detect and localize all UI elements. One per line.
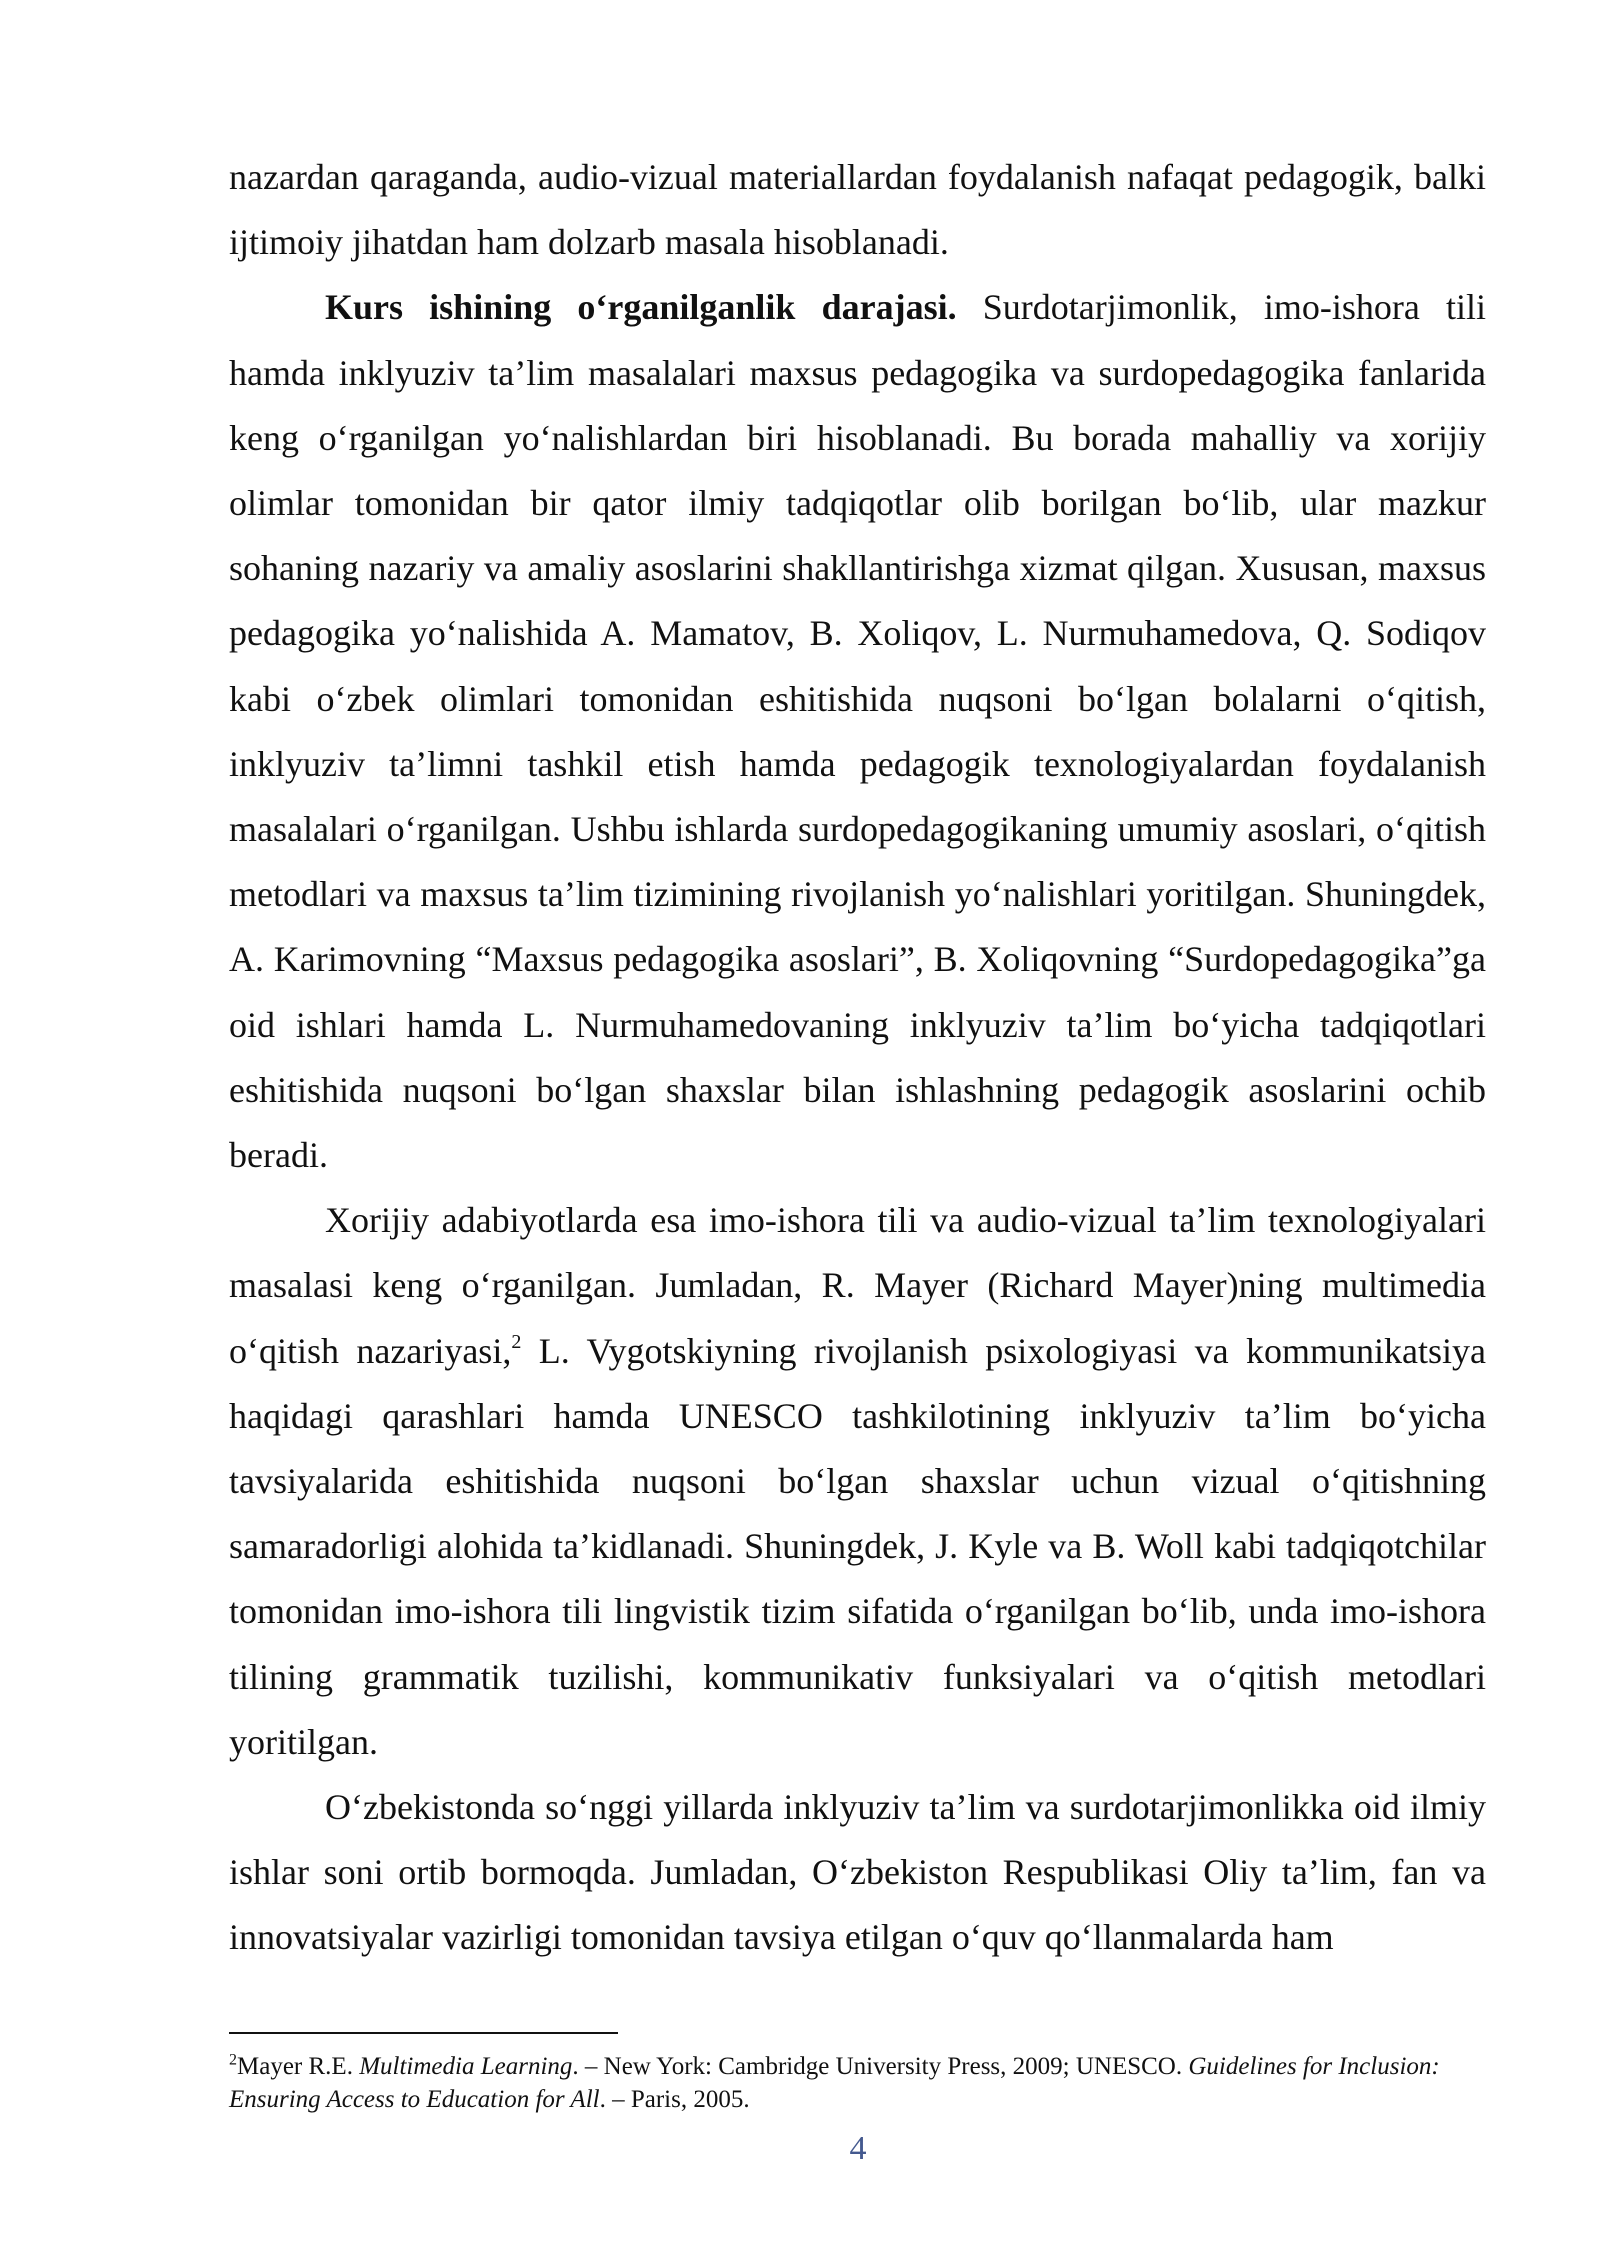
footnote-number: 2 <box>229 2051 237 2069</box>
paragraph-text: Surdotarjimonlik, imo-ishora tili hamda inklyuziv ta’lim masalalari maxsus pedagogika va surdopedagogika fanlarida keng o‘rganilgan yo‘nalishlardan biri hisoblanadi. Bu borada mahalliy va xorijiy olimlar tomonidan bir qator ilmiy tadqiqotlar olib borilgan bo‘lib, ular mazkur sohaning nazariy va amaliy asoslarini shakllantirishga xizmat qilgan. Xususan, maxsus pedagogika yo‘nalishida A. Mamatov, B. Xoliqov, L. Nurmuhamedova, Q. Sodiqov kabi o‘zbek olimlari tomonidan eshitishida nuqsoni bo‘lgan bolalarni o‘qitish, inklyuziv ta’limni tashkil etish hamda pedagogik texnologiyalardan foydalanish masalalari o‘rganilgan. Ushbu ishlarda surdopedagogikaning umumiy asoslari, o‘qitish metodlari va maxsus ta’lim tizimining rivojlanish yo‘nalishlari yoritilgan. Shuningdek, A. Karimovning “Maxsus pedagogika asoslari”, B. Xoliqovning “Surdopedagogika”ga oid ishlari hamda L. Nurmuhamedovaning inklyuziv ta’lim bo‘yicha tadqiqotlari eshitishida nuqsoni bo‘lgan shaxslar bilan ishlashning pedagogik asoslarini ochib beradi. <box>229 287 1486 1176</box>
paragraph-intro-continued <box>229 145 1486 275</box>
paragraph-foreign-literature <box>229 1188 1486 1775</box>
footnote-title: Guidelines for Inclusion: Ensuring Access to Education for All <box>229 2053 1440 2113</box>
paragraph-text: nazardan qaraganda, audio-vizual materiallardan foydalanish nafaqat pedagogik, balki ijtimoiy jihatdan ham dolzarb masala hisoblanadi. <box>229 157 1486 263</box>
footnote <box>229 2050 1486 2116</box>
paragraph-text: L. Vygotskiyning rivojlanish psixologiyasi va kommunikatsiya haqidagi qarashlari hamda UNESCO tashkilotining inklyuziv ta’lim bo‘yicha tavsiyalarida eshitishida nuqsoni bo‘lgan shaxslar uchun vizual o‘qitishning samaradorligi alohida ta’kidlanadi. Shuningdek, J. Kyle va B. Woll kabi tadqiqotchilar tomonidan imo-ishora tili lingvistik tizim sifatida o‘rganilgan bo‘lib, unda imo-ishora tilining grammatik tuzilishi, kommunikativ funksiyalari va o‘qitish metodlari yoritilgan. <box>229 1330 1487 1762</box>
section-heading: Kurs ishining o‘rganilganlik darajasi. <box>325 287 957 328</box>
paragraph-study-level <box>229 275 1486 1188</box>
paragraph-text: O‘zbekistonda so‘nggi yillarda inklyuziv ta’lim va surdotarjimonlikka oid ilmiy ishlar soni ortib bormoqda. Jumladan, O‘zbekiston Respublikasi Oliy ta’lim, fan va innovatsiyalar vazirligi tomonidan tavsiya etilgan o‘quv qo‘llanmalarda ham <box>229 1787 1486 1958</box>
document-body <box>229 145 1486 1971</box>
page-number: 4 <box>849 2130 867 2167</box>
footnote-publisher: . – New York: Cambridge University Press, 2009; UNESCO. <box>572 2053 1189 2080</box>
footnote-separator <box>229 2032 618 2034</box>
footnote-reference[interactable]: 2 <box>511 1330 522 1353</box>
paragraph-uzbekistan <box>229 1775 1486 1971</box>
footnote-title: Multimedia Learning <box>359 2053 573 2080</box>
footnote-publisher: . – Paris, 2005. <box>599 2086 750 2113</box>
paragraph-text: Xorijiy adabiyotlarda esa imo-ishora tili va audio-vizual ta’lim texnologiyalari masalasi keng o‘rganilgan. Jumladan, R. Mayer (Richard Mayer)ning multimedia o‘qitish nazariyasi, <box>229 1200 1486 1371</box>
footnote-author: Mayer R.E. <box>237 2053 360 2080</box>
